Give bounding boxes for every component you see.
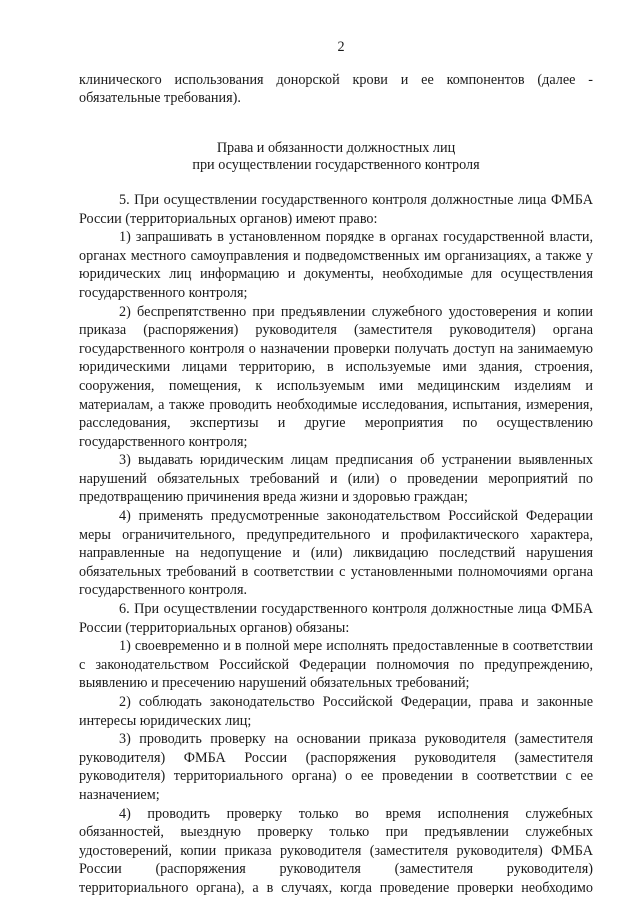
paragraph-duty-1: 1) своевременно и в полной мере исполнять предоставленные в соответствии с законодательством Российской Федерации полномочия по предупреждению, выявлению и пресечению нарушений обязательных требований; <box>79 638 593 692</box>
paragraph-duties-intro: 6. При осуществлении государственного контроля должностные лица ФМБА России (территориальных органов) обязаны: <box>79 601 593 636</box>
word: (распоряжения <box>155 861 246 878</box>
intro-line: обязательные требования). <box>79 90 241 107</box>
paragraph-line: 4) проводить проверку только во время исполнения служебных <box>119 805 593 822</box>
paragraph-line: удостоверений, копии приказа руководителя (заместителя руководителя) ФМБА <box>79 842 593 859</box>
word: руководителя) <box>506 861 593 878</box>
paragraph-line: территориального органа), а в случаях, когда проведение проверки необходимо <box>79 879 593 896</box>
word: России <box>79 861 122 878</box>
page-number: 2 <box>337 39 345 55</box>
word: руководителя <box>279 861 361 878</box>
paragraph-right-3: 3) выдавать юридическим лицам предписания об устранении выявленных нарушений обязательных требований и (или) о проведении мероприятий по предотвращению причинения вреда жизни и здоровью граждан; <box>79 452 593 506</box>
paragraph-line <box>79 860 593 879</box>
intro-line: клинического использования донорской крови и ее компонентов (далее - <box>79 71 593 88</box>
paragraph-rights-intro: 5. При осуществлении государственного контроля должностные лица ФМБА России (территориальных органов) имеют право: <box>79 191 593 227</box>
paragraph-duty-2: 2) соблюдать законодательство Российской Федерации, права и законные интересы юридических лиц; <box>79 694 593 729</box>
paragraph-right-1: 1) запрашивать в установленном порядке в органах государственной власти, органах местного самоуправления и подведомственных им организациях, а также у юридических лиц информацию и документы, необходимые для осуществления государственного контроля; <box>79 229 593 301</box>
section-heading-line: Права и обязанности должностных лиц <box>216 139 456 156</box>
section-heading <box>79 140 593 175</box>
intro-text <box>79 71 593 108</box>
paragraph-duty-4 <box>79 805 593 898</box>
paragraph-right-2: 2) беспрепятственно при предъявлении служебного удостоверения и копии приказа (распоряжения) руководителя (заместителя руководителя) органа государственного контроля о назначении проверки получать доступ на занимаемую юридическими лицами территорию, в используемые ими здания, строения, сооружения, помещения, к используемым ими медицинским изделиям и материалам, а также проводить необходимые исследования, испытания, измерения, расследования, экспертизы и другие мероприятия по осуществлению государственного контроля; <box>79 303 593 450</box>
paragraph-line: обязанностей, выездную проверку только при предъявлении служебных <box>79 824 593 841</box>
paragraph-duty-3: 3) проводить проверку на основании приказа руководителя (заместителя руководителя) ФМБА России (распоряжения руководителя (заместителя руководителя) территориального органа) о ее проведении в соответствии с ее назначением; <box>79 731 593 803</box>
paragraph-right-4: 4) применять предусмотренные законодательством Российской Федерации меры ограничительного, предупредительного и профилактического характера, направленные на недопущение и (или) ликвидацию последствий нарушения обязательных требований в соответствии с установленными полномочиями органа государственного контроля. <box>79 508 593 599</box>
word: (заместителя <box>394 861 474 878</box>
section-heading-line: при осуществлении государственного контроля <box>192 157 480 174</box>
